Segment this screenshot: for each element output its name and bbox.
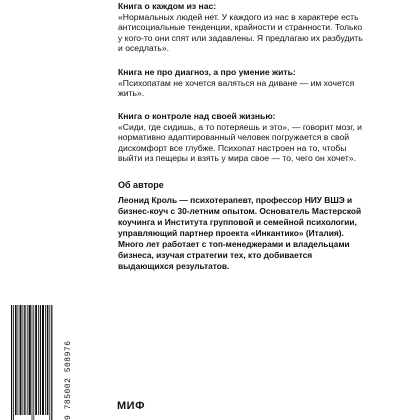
blurb-quote: «Нормальных людей нет. У каждого из нас в характере есть антисоциальные тенденции, крайности и странности. Только у кого-то они спят или задавлены. Я предлагаю их разбудить и оседлать». [118,11,363,54]
barcode [10,305,54,420]
publisher-logo: МИФ [117,400,145,412]
blurb-heading: Книга о контроле над своей жизнью: [118,111,276,121]
author-section [118,180,368,272]
blurb-block-2 [118,67,368,99]
isbn-number: 9 785002 508976 [64,340,73,420]
blurb-block-3 [118,111,368,164]
blurb-block-1 [118,1,368,54]
blurb-heading: Книга о каждом из нас: [118,1,217,11]
blurb-heading: Книга не про диагноз, а про умение жить: [118,67,296,77]
author-bio: Леонид Кроль — психотерапевт, профессор НИУ ВШЭ и бизнес-коуч с 30-летним опытом. Основатель Мастерской коучинга и Института групповой и семейной психологии, управляющий партнер проекта «Инкантико» (Италия). Много лет работает с топ-менеджерами и владельцами бизнеса, изучая стратегии тех, кто добивается выдающихся результатов. [118,194,362,271]
blurb-quote: «Сиди, где сидишь, а то потеряешь и это», — говорит мозг, и нормативно адаптированный человек погружается в свой дискомфорт все глубже. Психопат настроен на то, чтобы выйти из пещеры и взять у мира свое — то, чего он хочет». [118,121,362,164]
blurb-quote: «Психопатам не хочется валяться на диване — им хочется жить». [118,77,355,99]
author-title: Об авторе [118,180,164,190]
